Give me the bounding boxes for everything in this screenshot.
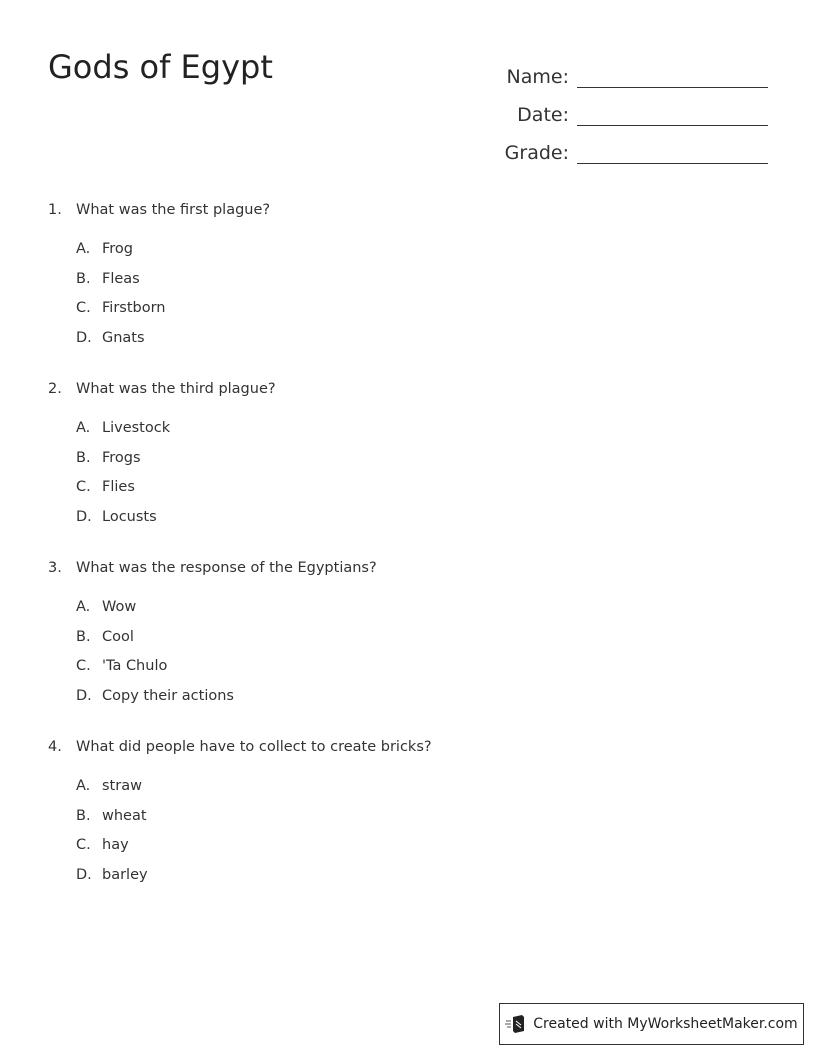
option-c: C. 'Ta Chulo <box>76 658 168 674</box>
name-label: Name: <box>506 66 569 88</box>
question-text: What was the first plague? <box>76 202 271 218</box>
question-number: 1. <box>48 202 62 218</box>
page-title: Gods of Egypt <box>48 48 273 86</box>
question-number: 2. <box>48 381 62 397</box>
question-1 <box>48 200 748 359</box>
question-2 <box>48 379 748 538</box>
option-d: D. Locusts <box>76 508 157 525</box>
option-a: A. Frog <box>76 241 134 257</box>
footer-text: Created with MyWorksheetMaker.com <box>533 1016 798 1032</box>
option-c: C. Firstborn <box>76 300 166 316</box>
date-label: Date: <box>517 104 569 126</box>
option-b: B. Cool <box>76 628 134 645</box>
question-text: What was the third plague? <box>76 381 276 397</box>
option-b: B. Fleas <box>76 270 140 287</box>
name-field <box>479 50 768 88</box>
worksheet-logo-icon <box>505 1014 527 1034</box>
name-line <box>577 61 768 88</box>
grade-label: Grade: <box>504 142 569 164</box>
question-text: What did people have to collect to create bricks? <box>76 739 432 755</box>
option-d: D. barley <box>76 866 148 883</box>
option-c: C. hay <box>76 837 129 853</box>
option-a: A. Livestock <box>76 420 171 436</box>
question-number: 3. <box>48 560 62 576</box>
question-list <box>48 200 748 916</box>
grade-field <box>479 126 768 164</box>
option-b: B. Frogs <box>76 449 141 466</box>
date-field <box>479 88 768 126</box>
option-b: B. wheat <box>76 807 147 824</box>
footer-badge <box>499 1003 804 1045</box>
question-4 <box>48 737 748 896</box>
option-a: A. Wow <box>76 599 137 615</box>
grade-line <box>577 137 768 164</box>
question-text: What was the response of the Egyptians? <box>76 560 377 576</box>
option-a: A. straw <box>76 778 142 794</box>
student-info-fields <box>479 50 768 164</box>
option-d: D. Gnats <box>76 329 145 346</box>
question-number: 4. <box>48 739 62 755</box>
question-3 <box>48 558 748 717</box>
option-c: C. Flies <box>76 479 135 495</box>
option-d: D. Copy their actions <box>76 687 234 704</box>
date-line <box>577 99 768 126</box>
